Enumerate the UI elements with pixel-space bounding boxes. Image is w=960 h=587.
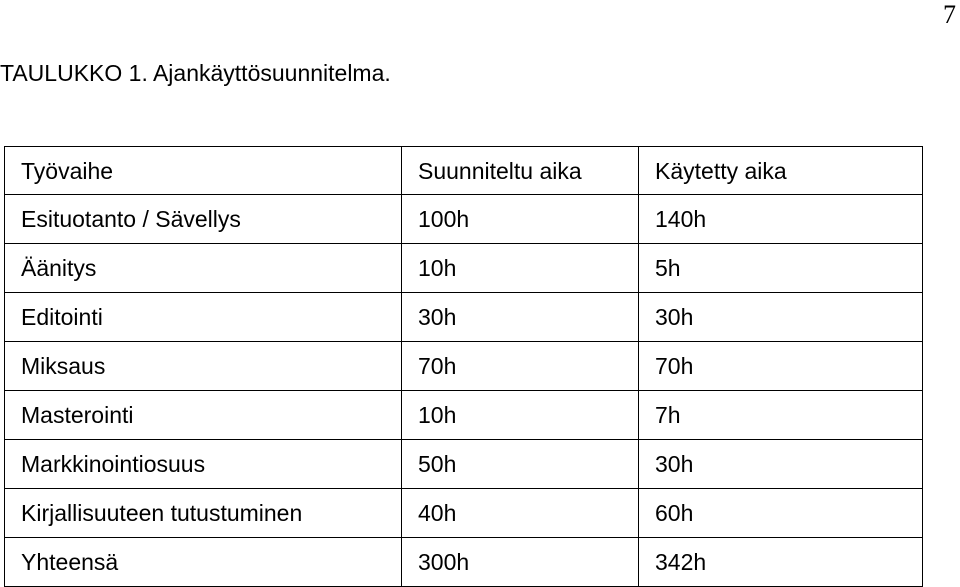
time-usage-table [4, 146, 923, 587]
planned-cell: 10h [402, 391, 639, 440]
table-row [5, 489, 923, 538]
header-cell-used: Käytetty aika [639, 147, 923, 195]
used-cell: 7h [639, 391, 923, 440]
phase-cell: Editointi [5, 293, 402, 342]
phase-cell: Miksaus [5, 342, 402, 391]
used-cell: 30h [639, 293, 923, 342]
header-cell-planned: Suunniteltu aika [402, 147, 639, 195]
table-row [5, 391, 923, 440]
table-total-row [5, 538, 923, 587]
planned-cell: 50h [402, 440, 639, 489]
used-cell: 70h [639, 342, 923, 391]
planned-cell: 10h [402, 244, 639, 293]
used-cell: 30h [639, 440, 923, 489]
page-number: 7 [943, 0, 956, 29]
used-cell: 342h [639, 538, 923, 587]
phase-cell: Masterointi [5, 391, 402, 440]
used-cell: 140h [639, 195, 923, 244]
table-caption: TAULUKKO 1. Ajankäyttösuunnitelma. [0, 60, 391, 86]
planned-cell: 300h [402, 538, 639, 587]
planned-cell: 30h [402, 293, 639, 342]
table-header-row [5, 147, 923, 195]
table-row [5, 244, 923, 293]
table-row [5, 440, 923, 489]
table-row [5, 342, 923, 391]
phase-cell: Äänitys [5, 244, 402, 293]
used-cell: 5h [639, 244, 923, 293]
planned-cell: 100h [402, 195, 639, 244]
table-row [5, 293, 923, 342]
table-row [5, 195, 923, 244]
phase-cell: Esituotanto / Sävellys [5, 195, 402, 244]
header-cell-phase: Työvaihe [5, 147, 402, 195]
phase-cell: Markkinointiosuus [5, 440, 402, 489]
planned-cell: 40h [402, 489, 639, 538]
used-cell: 60h [639, 489, 923, 538]
phase-cell: Kirjallisuuteen tutustuminen [5, 489, 402, 538]
phase-cell: Yhteensä [5, 538, 402, 587]
planned-cell: 70h [402, 342, 639, 391]
